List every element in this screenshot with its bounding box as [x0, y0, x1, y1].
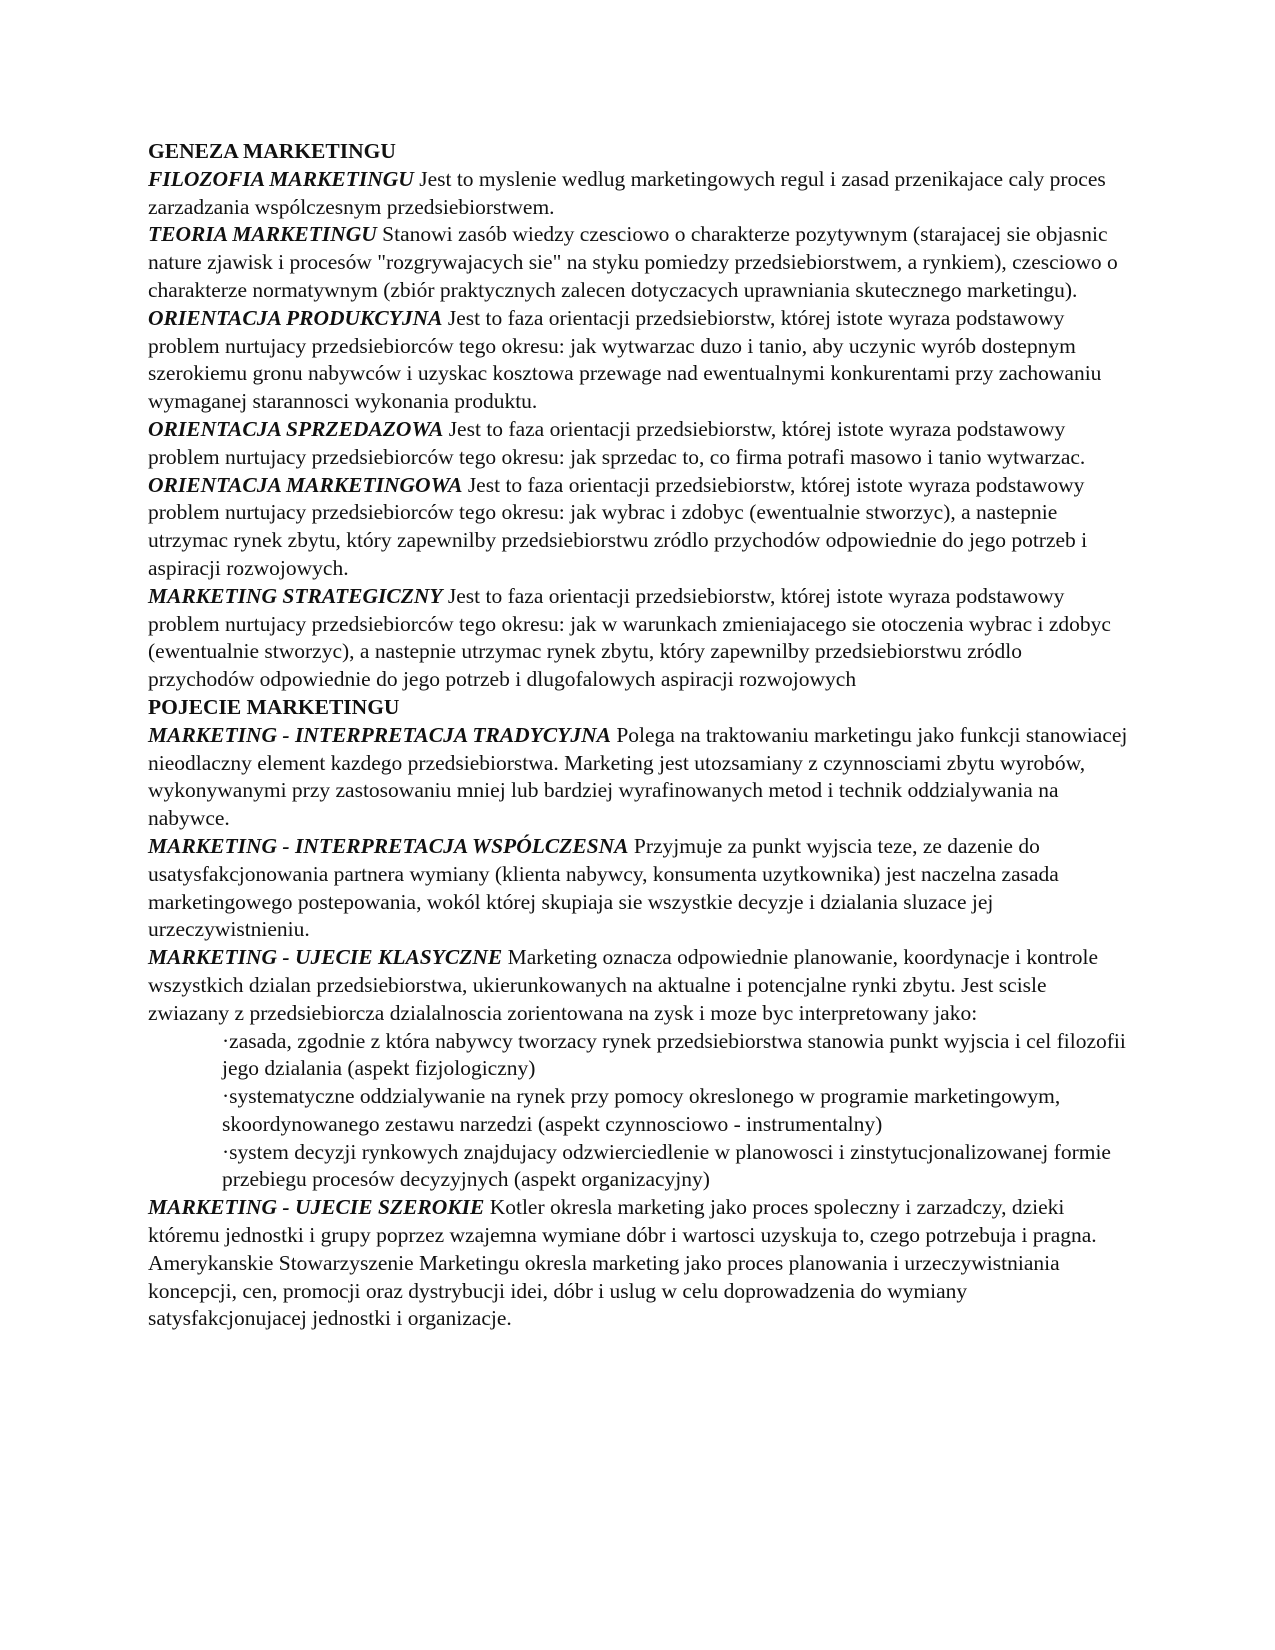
paragraph-sprzedazowa	[148, 416, 1128, 472]
section-heading-pojecie: POJECIE MARKETINGU	[148, 694, 400, 719]
paragraph-produkcyjna	[148, 305, 1128, 416]
definition-szerokie: Kotler okresla marketing jako proces spoleczny i zarzadczy, dzieki któremu jednostki i grupy poprzez wzajemna wymiane dóbr i wartosci uzyskuja to, czego potrzebuja i pragna. Amerykanskie Stowarzyszenie Marketingu okresla marketing jako proces planowania i urzeczywistniania koncepcji, cen, promocji oraz dystrybucji idei, dóbr i uslug w celu doprowadzenia do wymiany satysfakcjonujacej jednostki i organizacje.	[148, 1195, 1097, 1331]
paragraph-klasyczne	[148, 944, 1128, 1027]
term-teoria: TEORIA MARKETINGU	[148, 222, 377, 247]
term-tradycyjna: MARKETING - INTERPRETACJA TRADYCYJNA	[148, 722, 611, 747]
paragraph-strategiczny	[148, 583, 1128, 694]
paragraph-wspolczesna	[148, 833, 1128, 944]
bullet-list-klasyczne	[148, 1028, 1128, 1195]
paragraph-tradycyjna	[148, 722, 1128, 833]
term-klasyczne: MARKETING - UJECIE KLASYCZNE	[148, 945, 503, 970]
definition-filozofia: Jest to myslenie wedlug marketingowych regul i zasad przenikajace caly proces zarzadzania wspólczesnym przedsiebiorstwem.	[148, 166, 1106, 219]
term-strategiczny: MARKETING STRATEGICZNY	[148, 583, 443, 608]
paragraph-teoria	[148, 221, 1128, 304]
definition-tradycyjna: Polega na traktowaniu marketingu jako funkcji stanowiacej nieodlaczny element kazdego przedsiebiorstwa. Marketing jest utozsamiany z czynnosciami zbytu wyrobów, wykonywanymi przy zastosowaniu mniej lub bardziej wyrafinowanych metod i technik oddzialywania na nabywce.	[148, 722, 1128, 831]
list-item: ·system decyzji rynkowych znajdujacy odzwierciedlenie w planowosci i zinstytucjonalizowanej formie przebiegu procesów decyzyjnych (aspekt organizacyjny)	[222, 1139, 1111, 1192]
section-heading-geneza: GENEZA MARKETINGU	[148, 139, 396, 163]
definition-produkcyjna: Jest to faza orientacji przedsiebiorstw, której istote wyraza podstawowy problem nurtujacy przedsiebiorców tego okresu: jak wytwarzac duzo i tanio, aby uczynic wyrób dostepnym szerokiemu gronu nabywców i uzyskac kosztowa przewage nad ewentualnymi konkurentami przy zachowaniu wymaganej starannosci wykonania produktu.	[148, 305, 1102, 414]
list-item: ·systematyczne oddzialywanie na rynek przy pomocy okreslonego w programie marketingowym, skoordynowanego zestawu narzedzi (aspekt czynnosciowo - instrumentalny)	[222, 1084, 1061, 1136]
paragraph-szerokie	[148, 1194, 1128, 1333]
paragraph-marketingowa	[148, 472, 1128, 583]
term-filozofia: FILOZOFIA MARKETINGU	[148, 166, 414, 191]
definition-klasyczne: Marketing oznacza odpowiednie planowanie, koordynacje i kontrole wszystkich dzialan przedsiebiorstwa, ukierunkowanych na aktualne i potencjalne rynki zbytu. Jest scisle zwiazany z przedsiebiorcza dzialalnoscia zorientowana na zysk i moze byc interpretowany jako:	[148, 945, 1099, 1025]
term-marketingowa: ORIENTACJA MARKETINGOWA	[148, 472, 463, 497]
term-produkcyjna: ORIENTACJA PRODUKCYJNA	[148, 305, 443, 330]
definition-sprzedazowa: Jest to faza orientacji przedsiebiorstw, której istote wyraza podstawowy problem nurtujacy przedsiebiorców tego okresu: jak sprzedac to, co firma potrafi masowo i tanio wytwarzac.	[148, 416, 1086, 469]
list-item: ·zasada, zgodnie z która nabywcy tworzacy rynek przedsiebiorstwa stanowia punkt wyjscia i cel filozofii jego dzialania (aspekt fizjologiczny)	[222, 1028, 1126, 1081]
definition-teoria: Stanowi zasób wiedzy czesciowo o charakterze pozytywnym (starajacej sie objasnic nature zjawisk i procesów "rozgrywajacych sie" na styku pomiedzy przedsiebiorstwem, a rynkiem), czesciowo o charakterze normatywnym (zbiór praktycznych zalecen dotyczacych uprawniania skutecznego marketingu).	[148, 222, 1118, 302]
term-wspolczesna: MARKETING - INTERPRETACJA WSPÓLCZESNA	[148, 833, 629, 858]
definition-wspolczesna: Przyjmuje za punkt wyjscia teze, ze dazenie do usatysfakcjonowania partnera wymiany (klienta nabywcy, konsumenta uzytkownika) jest naczelna zasada marketingowego postepowania, wokól której skupiaja sie wszystkie decyzje i dzialania sluzace jej urzeczywistnieniu.	[148, 833, 1059, 942]
term-szerokie: MARKETING - UJECIE SZEROKIE	[148, 1195, 485, 1220]
definition-strategiczny: Jest to faza orientacji przedsiebiorstw, której istote wyraza podstawowy problem nurtujacy przedsiebiorców tego okresu: jak w warunkach zmieniajacego sie otoczenia wybrac i zdobyc (ewentualnie stworzyc), a nastepnie utrzymac rynek zbytu, który zapewnilby przedsiebiorstwu zródlo przychodów odpowiednie do jego potrzeb i dlugofalowych aspiracji rozwojowych	[148, 583, 1111, 692]
term-sprzedazowa: ORIENTACJA SPRZEDAZOWA	[148, 416, 444, 441]
paragraph-filozofia	[148, 166, 1128, 222]
document-page	[148, 138, 1128, 1333]
definition-marketingowa: Jest to faza orientacji przedsiebiorstw, której istote wyraza podstawowy problem nurtujacy przedsiebiorców tego okresu: jak wybrac i zdobyc (ewentualnie stworzyc), a nastepnie utrzymac rynek zbytu, który zapewnilby przedsiebiorstwu zródlo przychodów odpowiednie do jego potrzeb i aspiracji rozwojowych.	[148, 472, 1088, 580]
